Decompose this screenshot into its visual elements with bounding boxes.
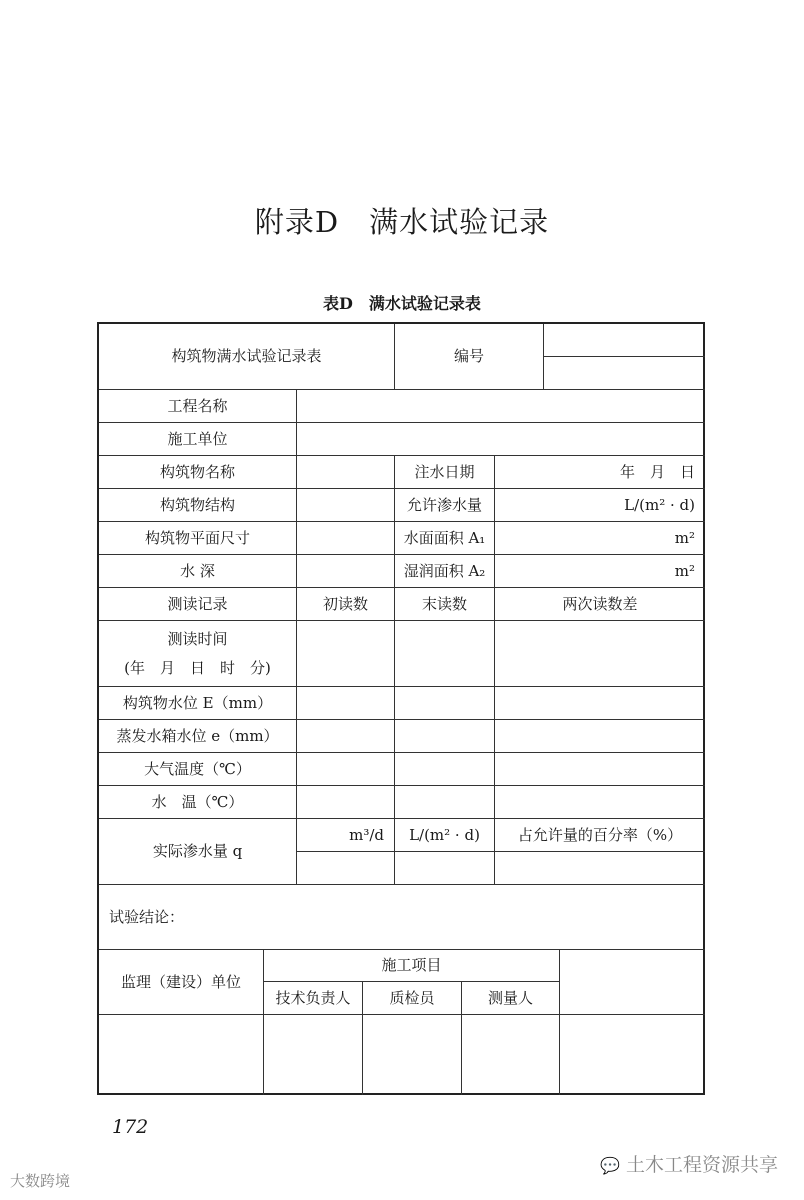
evap-level-label: 蒸发水箱水位 e（mm） <box>99 720 297 753</box>
structure-level-initial[interactable] <box>297 687 395 720</box>
wet-area-field[interactable]: m² <box>495 555 705 588</box>
structure-type-label: 构筑物结构 <box>99 489 297 522</box>
final-reading-header: 末读数 <box>395 588 495 621</box>
water-temp-diff[interactable] <box>495 786 705 819</box>
reading-time-initial[interactable] <box>297 621 395 687</box>
number-field-1[interactable] <box>544 324 705 357</box>
air-temp-final[interactable] <box>395 753 495 786</box>
unit-m3d: m³/d <box>297 819 395 852</box>
tech-lead-signature[interactable] <box>264 1015 363 1095</box>
conclusion-label: 试验结论： <box>109 907 185 926</box>
page-title: 附录D 满水试验记录 <box>254 205 550 239</box>
structure-level-final[interactable] <box>395 687 495 720</box>
evap-level-initial[interactable] <box>297 720 395 753</box>
water-temp-initial[interactable] <box>297 786 395 819</box>
reading-time-diff[interactable] <box>495 621 705 687</box>
structure-level-label: 构筑物水位 E（mm） <box>99 687 297 720</box>
water-temp-label: 水 温（℃） <box>99 786 297 819</box>
project-name-field[interactable] <box>297 390 705 423</box>
construction-project-label: 施工项目 <box>264 950 560 982</box>
supervision-signature[interactable] <box>99 1015 264 1095</box>
reading-time-label <box>99 621 297 687</box>
watermark-right-text: 土木工程资源共享 <box>625 1154 778 1176</box>
percent-label: 占允许量的百分率（%） <box>495 819 705 852</box>
plan-size-label: 构筑物平面尺寸 <box>99 522 297 555</box>
evap-level-final[interactable] <box>395 720 495 753</box>
plan-size-field[interactable] <box>297 522 395 555</box>
table-caption: 表D 满水试验记录表 <box>323 294 481 313</box>
reading-time-format: (年 月 日 时 分) <box>124 658 271 677</box>
air-temp-diff[interactable] <box>495 753 705 786</box>
inspector-label: 质检员 <box>363 982 462 1015</box>
inspector-signature[interactable] <box>363 1015 462 1095</box>
structure-name-field[interactable] <box>297 456 395 489</box>
air-temp-label: 大气温度（℃） <box>99 753 297 786</box>
wet-area-label: 湿润面积 A₂ <box>395 555 495 588</box>
conclusion-field[interactable] <box>99 885 705 950</box>
record-table <box>97 322 705 1095</box>
actual-seepage-label: 实际渗水量 q <box>99 819 297 885</box>
extra-signature[interactable] <box>560 1015 705 1095</box>
evap-level-diff[interactable] <box>495 720 705 753</box>
construction-unit-field[interactable] <box>297 423 705 456</box>
allowed-seepage-label: 允许渗水量 <box>395 489 495 522</box>
seepage-lm2d-field[interactable] <box>395 852 495 885</box>
number-field-2[interactable] <box>544 357 705 390</box>
readings-header: 测读记录 <box>99 588 297 621</box>
reading-diff-header: 两次读数差 <box>495 588 705 621</box>
watermark-left: 大数跨境 <box>10 1172 71 1190</box>
water-temp-final[interactable] <box>395 786 495 819</box>
air-temp-initial[interactable] <box>297 753 395 786</box>
water-area-label: 水面面积 A₁ <box>395 522 495 555</box>
fill-date-label: 注水日期 <box>395 456 495 489</box>
signature-extra-header <box>560 950 705 1015</box>
allowed-seepage-field[interactable]: L/(m² · d) <box>495 489 705 522</box>
seepage-percent-field[interactable] <box>495 852 705 885</box>
supervision-label: 监理（建设）单位 <box>99 950 264 1015</box>
unit-lm2d: L/(m² · d) <box>395 819 495 852</box>
water-depth-label: 水 深 <box>99 555 297 588</box>
watermark-right <box>600 1150 778 1177</box>
form-title: 构筑物满水试验记录表 <box>99 324 395 390</box>
project-name-label: 工程名称 <box>99 390 297 423</box>
number-label: 编号 <box>395 324 544 390</box>
chat-bubble-icon: 💬 <box>600 1156 620 1175</box>
structure-type-field[interactable] <box>297 489 395 522</box>
reading-time-title: 测读时间 <box>167 630 228 648</box>
page-number: 172 <box>112 1116 149 1138</box>
structure-level-diff[interactable] <box>495 687 705 720</box>
construction-unit-label: 施工单位 <box>99 423 297 456</box>
surveyor-signature[interactable] <box>462 1015 560 1095</box>
fill-date-field[interactable]: 年 月 日 <box>495 456 705 489</box>
reading-time-final[interactable] <box>395 621 495 687</box>
tech-lead-label: 技术负责人 <box>264 982 363 1015</box>
water-area-field[interactable]: m² <box>495 522 705 555</box>
water-depth-field[interactable] <box>297 555 395 588</box>
surveyor-label: 测量人 <box>462 982 560 1015</box>
seepage-m3d-field[interactable] <box>297 852 395 885</box>
structure-name-label: 构筑物名称 <box>99 456 297 489</box>
initial-reading-header: 初读数 <box>297 588 395 621</box>
